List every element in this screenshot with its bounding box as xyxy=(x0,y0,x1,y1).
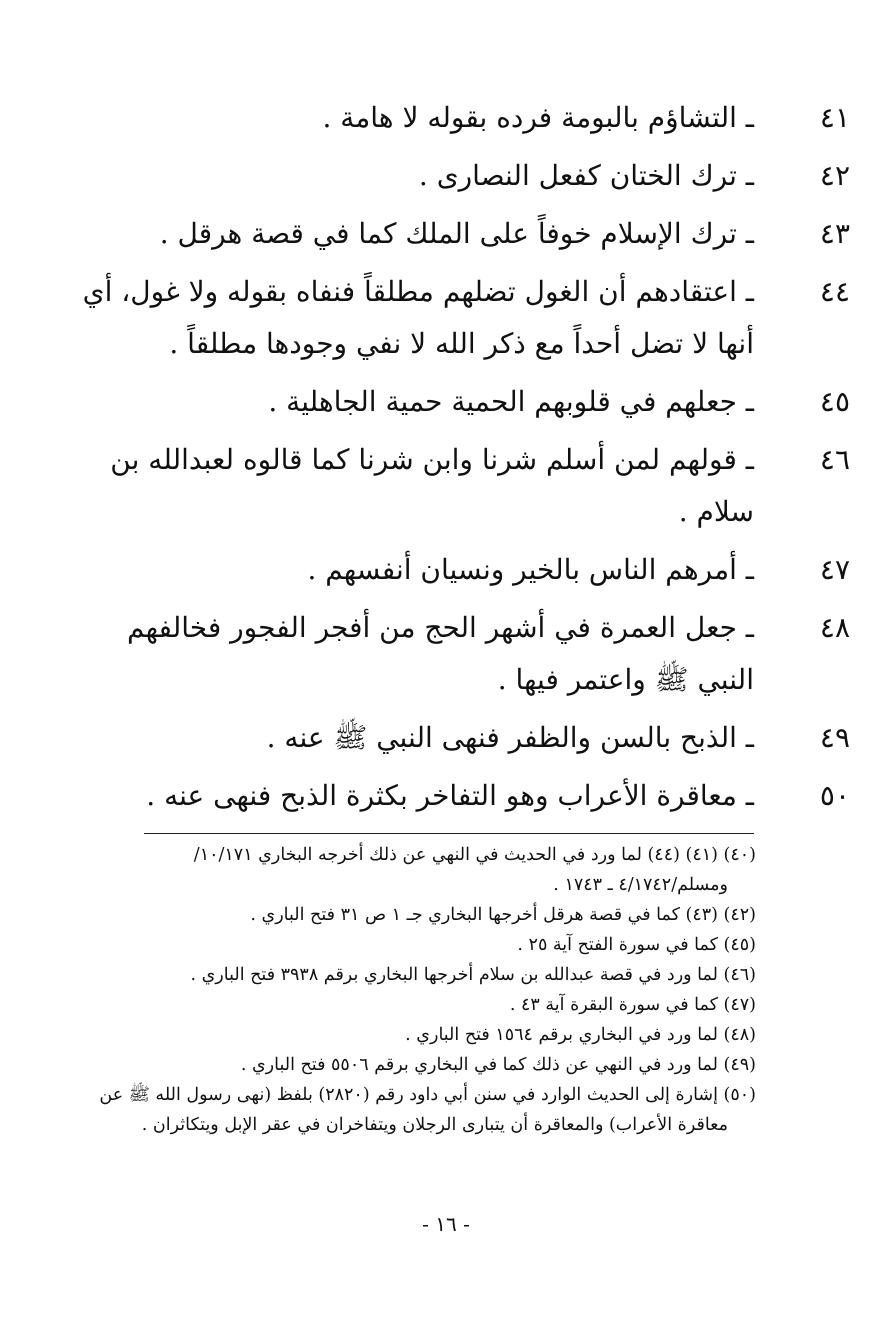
footnote-text: (٤٧) كما في سورة البقرة آية ٤٣ . xyxy=(509,995,756,1015)
list-item-47 xyxy=(70,544,850,596)
footnote-46 xyxy=(76,960,756,990)
item-text: ـ جعلهم في قلوبهم الحمية حمية الجاهلية . xyxy=(268,385,754,418)
item-text-continuation: النبي ﷺ واعتمر فيها . xyxy=(497,663,754,696)
footnote-text: (٤٨) لما ورد في البخاري برقم ١٥٦٤ فتح الباري . xyxy=(405,1025,756,1045)
list-item-42 xyxy=(70,150,850,202)
page-number: - ١٦ - xyxy=(422,1212,470,1236)
item-text: ـ جعل العمرة في أشهر الحج من أفجر الفجور فخالفهم xyxy=(127,611,754,644)
footnote-42-43 xyxy=(76,900,756,930)
footnote-45 xyxy=(76,930,756,960)
item-text: ـ أمرهم الناس بالخير ونسيان أنفسهم . xyxy=(307,553,754,586)
item-number: ٤٤ xyxy=(819,275,850,308)
item-text-continuation: سلام . xyxy=(678,495,754,528)
list-item-43 xyxy=(70,208,850,260)
item-text: ـ ترك الختان كفعل النصارى . xyxy=(418,159,754,192)
footnote-text: (٥٠) إشارة إلى الحديث الوارد في سنن أبي داود رقم (٢٨٢٠) بلفظ (نهى رسول الله ﷺ عن xyxy=(99,1085,756,1105)
item-number: ٤٥ xyxy=(819,385,850,418)
footnote-48 xyxy=(76,1020,756,1050)
item-number: ٤١ xyxy=(819,101,850,134)
item-text: ـ قولهم لمن أسلم شرنا وابن شرنا كما قالوه لعبدالله بن xyxy=(110,443,754,476)
list-item-45 xyxy=(70,376,850,428)
list-item-49 xyxy=(70,712,850,764)
footnote-text: (٤٥) كما في سورة الفتح آية ٢٥ . xyxy=(517,935,756,955)
list-item-41 xyxy=(70,92,850,144)
footnote-divider xyxy=(144,833,754,834)
item-number: ٥٠ xyxy=(819,779,850,812)
footnote-47 xyxy=(76,990,756,1020)
item-number: ٤٨ xyxy=(819,611,850,644)
footnote-text: (٤٢) (٤٣) كما في قصة هرقل أخرجها البخاري جـ ١ ص ٣١ فتح الباري . xyxy=(250,905,756,925)
item-text: ـ معاقرة الأعراب وهو التفاخر بكثرة الذبح فنهى عنه . xyxy=(146,779,754,812)
item-number: ٤٣ xyxy=(819,217,850,250)
list-item-44 xyxy=(70,266,850,370)
footnote-text-continuation: معاقرة الأعراب) والمعاقرة أن يتبارى الرجلان ويتفاخران في عقر الإبل ويتكاثران . xyxy=(141,1115,728,1135)
footnote-40-41-44 xyxy=(76,840,756,900)
item-text: ـ التشاؤم بالبومة فرده بقوله لا هامة . xyxy=(322,101,754,134)
main-list xyxy=(70,92,850,828)
list-item-46 xyxy=(70,434,850,538)
footnote-text-continuation: ومسلم/٤/١٧٤٢ ـ ١٧٤٣ . xyxy=(553,875,728,895)
item-number: ٤٧ xyxy=(819,553,850,586)
item-text: ـ ترك الإسلام خوفاً على الملك كما في قصة هرقل . xyxy=(159,217,754,250)
item-number: ٤٩ xyxy=(819,721,850,754)
item-text-continuation: أنها لا تضل أحداً مع ذكر الله لا نفي وجودها مطلقاً . xyxy=(169,327,754,360)
footnote-49 xyxy=(76,1050,756,1080)
footnote-text: (٤٦) لما ورد في قصة عبدالله بن سلام أخرجها البخاري برقم ٣٩٣٨ فتح الباري . xyxy=(190,965,756,985)
item-number: ٤٢ xyxy=(819,159,850,192)
item-number: ٤٦ xyxy=(819,443,850,476)
footnote-50 xyxy=(76,1080,756,1140)
footnote-text: (٤٠) (٤١) (٤٤) لما ورد في الحديث في النهي عن ذلك أخرجه البخاري ١٠/١٧١/ xyxy=(193,845,756,865)
footnote-text: (٤٩) لما ورد في النهي عن ذلك كما في البخاري برقم ٥٥٠٦ فتح الباري . xyxy=(240,1055,756,1075)
item-text: ـ الذبح بالسن والظفر فنهى النبي ﷺ عنه . xyxy=(266,721,754,754)
item-text: ـ اعتقادهم أن الغول تضلهم مطلقاً فنفاه بقوله ولا غول، أي xyxy=(82,275,754,308)
footnotes xyxy=(76,840,756,1140)
list-item-48 xyxy=(70,602,850,706)
list-item-50 xyxy=(70,770,850,822)
